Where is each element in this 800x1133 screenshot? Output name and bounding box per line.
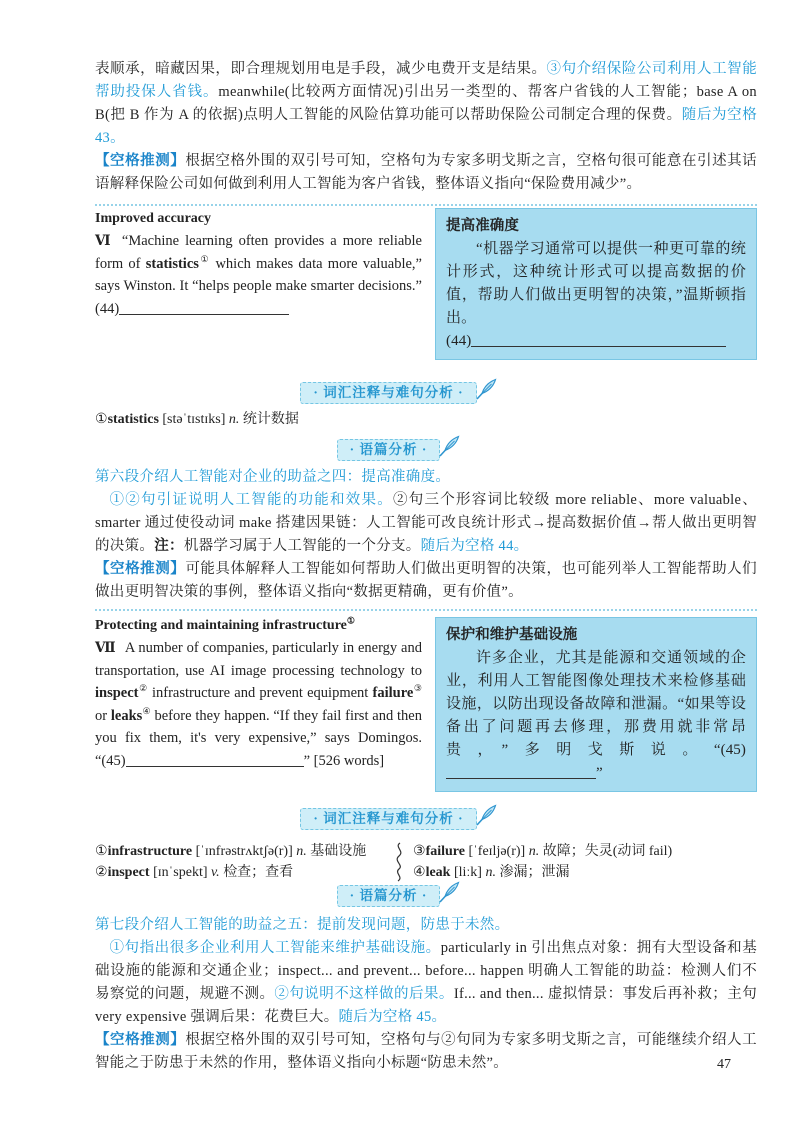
- squiggle-divider-icon: [385, 841, 413, 883]
- analysis-blank-pointer: 随后为空格 44。: [420, 538, 529, 554]
- discourse-banner-row: [95, 439, 757, 461]
- translation-heading: 保护和维护基础设施: [446, 627, 578, 643]
- discourse-banner: · 语篇分析 ·: [337, 439, 441, 461]
- note-label: 注：: [154, 538, 184, 554]
- page-number: 47: [717, 1057, 731, 1072]
- english-text: before they happen. “If they fail first and then you fix them, it's very expensive,” says Domingos. “(45): [95, 707, 422, 769]
- vocab-pos: n.: [228, 412, 240, 427]
- vocab-meaning: 基础设施: [310, 844, 367, 859]
- vocab-pos: n.: [296, 844, 307, 859]
- analysis-text: 机器学习属于人工智能的一个分支。: [183, 538, 421, 554]
- vocab-word: leak: [425, 865, 451, 880]
- analysis-blank-pointer: 随后为空格 45。: [338, 1009, 447, 1025]
- answer-blank-45: [126, 753, 304, 767]
- answer-blank-44: [119, 301, 289, 315]
- blank-guess-text: 根据空格外围的双引号可知，空格句与②句同为专家多明戈斯之言，可能继续介绍人工智能之于防患于未然的作用，整体语义指向小标题“防患未然”。: [95, 1032, 757, 1071]
- section-divider: [95, 204, 757, 206]
- pen-icon: [474, 803, 498, 827]
- translation-body: 许多企业，尤其是能源和交通领域的企业，利用人工智能图像处理技术来检修基础设施，以防出现设备故障和泄漏。“如果等设备出了问题再去修理，那费用就非常昂贵，”多明戈斯说。“(45): [446, 650, 746, 758]
- paragraph-7-section: [95, 615, 757, 792]
- paragraph-7-analysis: [95, 937, 757, 1029]
- vocab-meaning: 统计数据: [242, 412, 299, 427]
- paragraph-6-heading: Improved accuracy: [95, 211, 211, 226]
- vocab-phonetic: [ɪnˈspekt]: [153, 865, 208, 880]
- translation-heading: 提高准确度: [446, 218, 519, 234]
- vocab-meaning: 渗漏；泄漏: [499, 865, 570, 880]
- blank-guess-label: 【空格推测】: [95, 1032, 186, 1048]
- paragraph-7-heading: [95, 615, 422, 637]
- translation-blank-line: [446, 330, 746, 353]
- vocab-meaning: 检查；查看: [223, 865, 294, 880]
- english-text: “Machine learning often provides a more reliable form of: [95, 233, 422, 272]
- blank-guess-text: 根据空格外围的双引号可知，空格句为专家多明戈斯之言，空格句很可能意在引述其话语解释保险公司如何做到利用人工智能为客户省钱，整体语义指向“保险费用减少”。: [95, 153, 757, 192]
- vocab-phonetic: [stəˈtɪstɪks]: [162, 412, 226, 427]
- vocab-word: infrastructure: [107, 844, 193, 859]
- vocab-pos: n.: [528, 844, 540, 859]
- analysis-text: ②句三个形容词比较级 more reliable、more valuable、smarter 通过使役动词 make 搭建因果链：人工智能可改良统计形式→提高数据价值→帮人做出更明智的决策。: [95, 492, 757, 554]
- vocab-meaning: 故障；失灵(动词 fail): [542, 844, 673, 859]
- translation-blank-44: [471, 333, 726, 347]
- paragraph-7-translation-box: [435, 617, 757, 792]
- vocab-pos: v.: [211, 865, 220, 880]
- paragraph-7-blank-guess: [95, 1029, 757, 1075]
- intro-blank-guess: [95, 150, 757, 196]
- vocab-note: [95, 841, 385, 862]
- intro-blank-pointer: 随后为空格 43。: [95, 107, 758, 146]
- note-marker: ①: [346, 615, 355, 626]
- note-marker: ③: [413, 683, 422, 694]
- note-marker: ②: [138, 683, 148, 694]
- paragraph-number: Ⅶ: [95, 640, 116, 655]
- intro-text: 表顺承，暗藏因果，即合理规划用电是手段，减少电费开支是结果。: [95, 61, 547, 77]
- vocab-banner-row: [95, 808, 757, 830]
- vocab-notes-grid: [95, 841, 757, 883]
- vocab-number: ②: [95, 865, 108, 880]
- paragraph-6-english-text: [95, 230, 422, 320]
- pen-icon: [474, 377, 498, 401]
- blank-guess-text: 可能具体解释人工智能如何帮助人们做出更明智的决策，也可能列举人工智能帮助人们做出更明智决策的事例，整体语义指向“数据更精确，更有价值”。: [95, 561, 757, 600]
- translation-text: [446, 647, 746, 785]
- english-text: ” [526 words]: [303, 752, 385, 769]
- analysis-highlight: ①②句引证说明人工智能的功能和效果。: [109, 492, 394, 508]
- vocab-note: [95, 862, 385, 883]
- vocab-number: ④: [413, 865, 426, 880]
- vocab-word-statistics: statistics: [145, 255, 199, 272]
- vocab-phonetic: [ˈfeɪljə(r)]: [468, 844, 526, 859]
- vocab-banner: · 词汇注释与难句分析 ·: [300, 808, 476, 830]
- blank-number: (44): [95, 300, 120, 317]
- vocab-note: [95, 409, 757, 431]
- paragraph-6-section: [95, 208, 757, 360]
- paragraph-7-english-text: [95, 637, 422, 772]
- note-marker: ④: [142, 705, 151, 716]
- translation-blank-45: [446, 765, 596, 779]
- vocab-word: inspect: [107, 865, 150, 880]
- vocab-banner: · 词汇注释与难句分析 ·: [300, 382, 476, 404]
- paragraph-6-blank-guess: [95, 558, 757, 604]
- intro-text: meanwhile(比较两方面情况)引出另一类型的、帮客户省钱的人工智能；base A on B(把 B 作为 A 的依据)点明人工智能的风险估算功能可以帮助保险公司制定合理的保费。: [95, 84, 757, 123]
- vocab-phonetic: [ˈɪnfrəstrʌktʃə(r)]: [195, 844, 293, 859]
- analysis-text: If... and then... 虚拟情景：事发后再补救；主句 very expensive 强调后果：花费巨大。: [95, 986, 757, 1025]
- note-marker: ①: [198, 253, 211, 264]
- discourse-banner-row: [95, 885, 757, 907]
- analysis-text: particularly in 引出焦点对象：拥有大型设备和基础设施的能源和交通企业；inspect... and prevent... before... happen 明确人工智能的助益：检测人们不易察觉的问题，规避不测。: [95, 940, 757, 1002]
- vocab-word-inspect: inspect: [95, 685, 139, 701]
- paragraph-6-english-column: [95, 208, 422, 320]
- closing-quote: ”: [596, 765, 603, 781]
- pen-icon: [437, 434, 461, 458]
- vocab-number: ①: [95, 844, 108, 859]
- translation-text: “机器学习通常可以提供一种更可靠的统计形式，这种统计形式可以提高数据的价值，帮助人们做出更明智的决策，”温斯顿指出。: [446, 241, 746, 326]
- intro-analysis-paragraph: [95, 58, 757, 150]
- blank-guess-label: 【空格推测】: [95, 153, 186, 169]
- paragraph-number: Ⅵ: [95, 233, 113, 248]
- vocab-pos: n.: [485, 865, 496, 880]
- paragraph-7-summary: 第七段介绍人工智能的助益之五：提前发现问题，防患于未然。: [95, 917, 510, 933]
- vocab-note: [413, 862, 757, 883]
- vocab-word-leaks: leaks: [110, 707, 143, 724]
- english-text: which makes data more valuable,” says Winston. It “helps people make smarter decisions.”: [95, 255, 422, 294]
- pen-icon: [437, 880, 461, 904]
- english-text: A number of companies, particularly in energy and transportation, use AI image processing technology to: [95, 640, 422, 679]
- paragraph-7-english-column: [95, 615, 422, 772]
- english-text: infrastructure and prevent equipment: [147, 685, 373, 701]
- discourse-banner: · 语篇分析 ·: [337, 885, 441, 907]
- intro-highlight: ③句介绍保险公司利用人工智能帮助投保人省钱。: [95, 61, 757, 100]
- vocab-word-failure: failure: [372, 685, 414, 701]
- paragraph-6-analysis: [95, 489, 757, 558]
- analysis-highlight: ②句说明不这样做的后果。: [274, 986, 454, 1002]
- vocab-word: failure: [425, 844, 465, 859]
- blank-number: (44): [446, 333, 472, 349]
- vocab-note: [413, 841, 757, 862]
- vocab-banner-row: [95, 382, 757, 404]
- heading-text: Protecting and maintaining infrastructure: [95, 618, 347, 633]
- english-text: or: [95, 707, 111, 724]
- vocab-phonetic: [liːk]: [453, 865, 482, 880]
- vocab-number: ③: [413, 844, 426, 859]
- vocab-number: ①: [95, 412, 108, 427]
- paragraph-6-translation-box: [435, 208, 757, 360]
- paragraph-6-summary: 第六段介绍人工智能对企业的助益之四：提高准确度。: [95, 469, 451, 485]
- analysis-highlight: ①句指出很多企业利用人工智能来维护基础设施。: [109, 940, 441, 956]
- blank-guess-label: 【空格推测】: [95, 561, 186, 577]
- vocab-word: statistics: [107, 412, 159, 427]
- section-divider: [95, 609, 757, 611]
